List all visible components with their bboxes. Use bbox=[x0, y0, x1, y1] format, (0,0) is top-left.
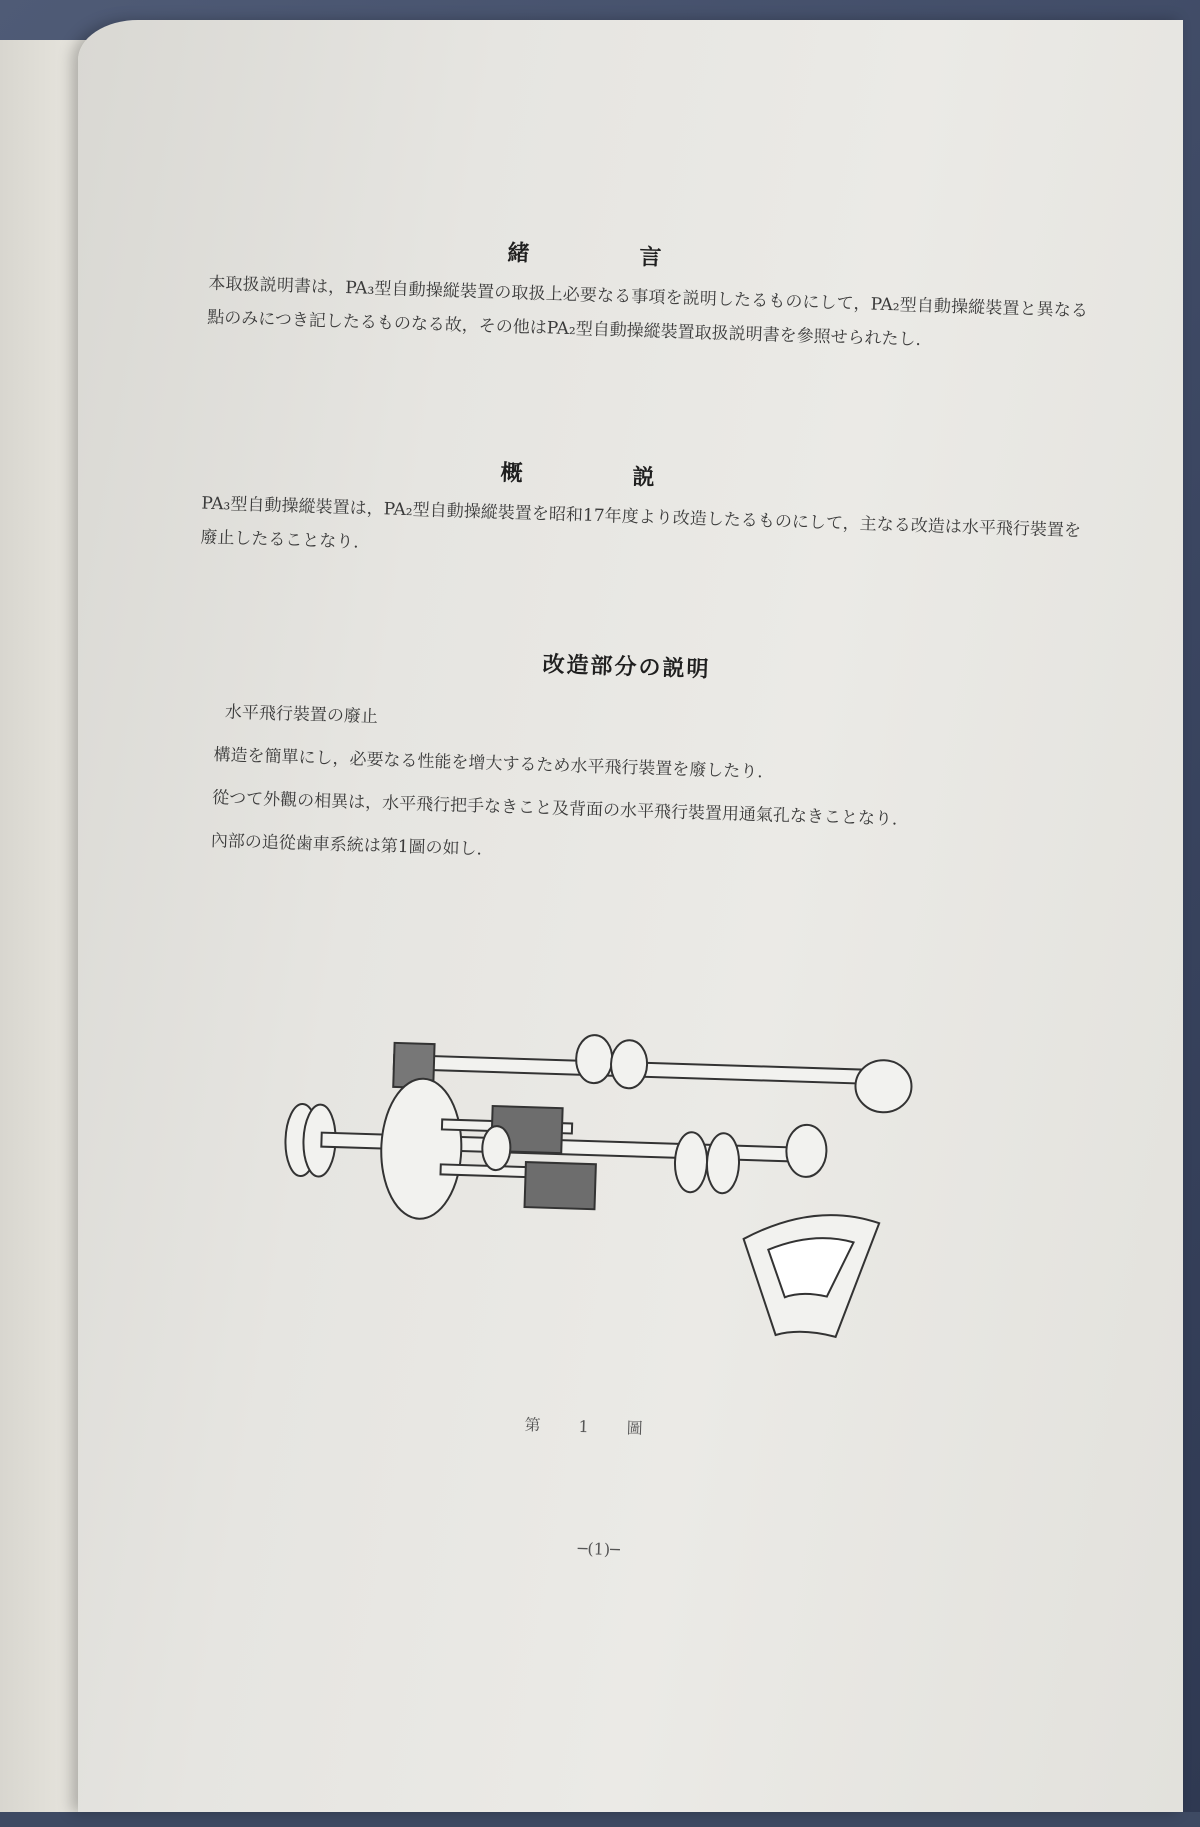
document-page bbox=[78, 20, 1183, 1812]
lower-cylinder-gear bbox=[525, 1162, 596, 1209]
top-coupling-left bbox=[575, 1035, 612, 1084]
top-coupling-right bbox=[610, 1040, 647, 1089]
page-number: ─(1)─ bbox=[577, 1538, 621, 1560]
middle-pinion bbox=[482, 1126, 511, 1171]
overview-heading: 概説 bbox=[500, 460, 765, 495]
modification-subheading: 水平飛行裝置の廢止 bbox=[224, 702, 379, 728]
bevel-gear-right bbox=[706, 1133, 740, 1194]
right-knob bbox=[786, 1124, 828, 1177]
gear-train-diagram bbox=[235, 1018, 945, 1370]
overview-paragraph: PA₃型自動操縱裝置は，PA₂型自動操縱裝置を昭和17年度より改造したるものにして，主なる改造は水平飛行裝置を廢止したることなり. bbox=[200, 493, 1082, 553]
large-disc bbox=[379, 1078, 463, 1220]
modification-line-3: 內部の追從歯車系統は第1圖の如し. bbox=[210, 831, 483, 860]
modification-line-1: 構造を簡單にし，必要なる性能を增大するため水平飛行裝置を廢したり. bbox=[213, 745, 764, 783]
modification-heading: 改造部分の説明 bbox=[542, 652, 711, 683]
figure-caption: 第1圖 bbox=[524, 1415, 681, 1440]
top-knob bbox=[855, 1059, 913, 1113]
page-content bbox=[91, 5, 1147, 1827]
modification-line-2: 從つて外觀の相異は，水平飛行把手なきこと及背面の水平飛行裝置用通氣孔なきことなり. bbox=[211, 788, 898, 830]
bevel-gear-left bbox=[674, 1132, 708, 1193]
intro-heading: 緒言 bbox=[507, 241, 772, 275]
intro-paragraph: 本取扱説明書は，PA₃型自動操縦裝置の取扱上必要なる事項を説明したるものにして，PA₂型自動操縱裝置と異なる點のみにつき記したるものなる故，その他はPA₂型自動操縱裝置取扱説明書を參照せられたし. bbox=[206, 273, 1089, 351]
